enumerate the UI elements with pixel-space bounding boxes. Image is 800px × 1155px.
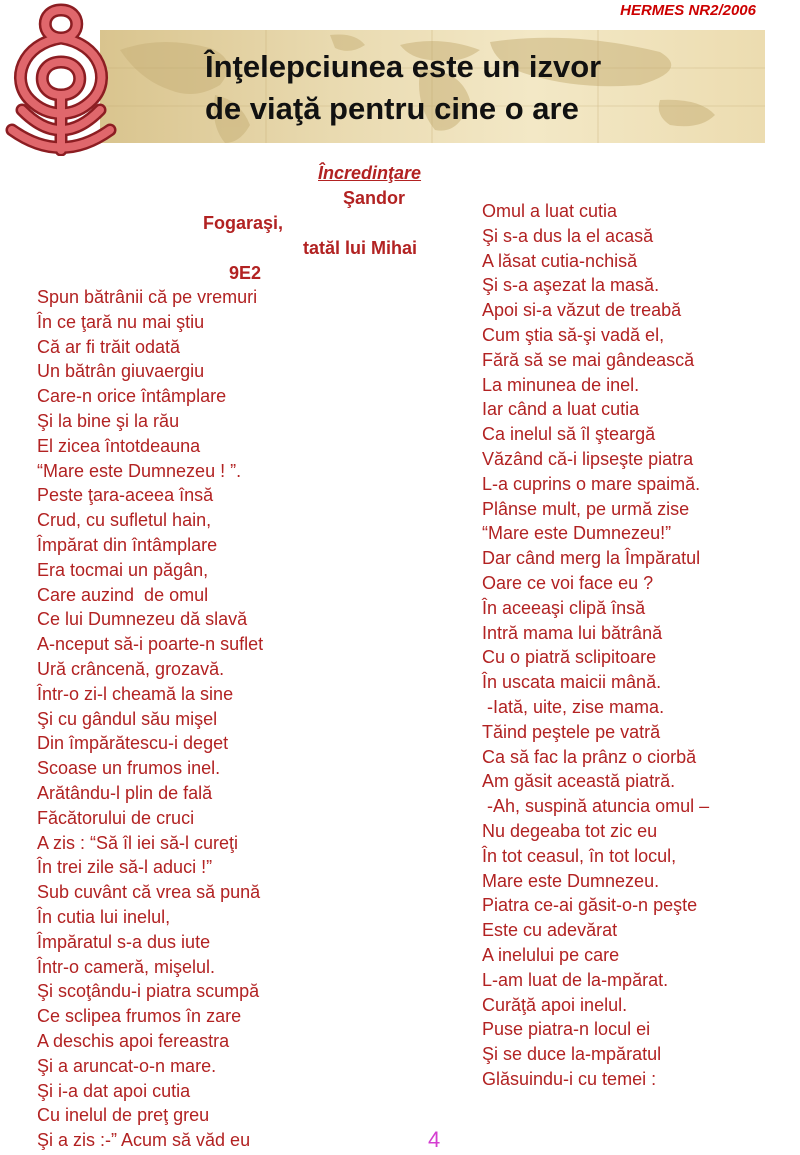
author-surname: Fogaraşi, [203,213,284,233]
poem-line: Sub cuvânt că vrea să pună [37,882,261,903]
poem-line: L-am luat de la-mpărat. [482,969,669,990]
poem-line: Într-o zi-l cheamă la sine [37,683,234,704]
poem-line: În aceeaşi clipă însă [482,597,646,618]
poem-line: Glăsuindu-i cu temei : [482,1068,657,1089]
poem-line: Care auzind de omul [37,584,209,605]
poem-line: În tot ceasul, în tot locul, [482,845,677,866]
poem-line: Era tocmai un păgân, [37,559,209,580]
poem-line: -Ah, suspină atuncia omul – [482,796,710,817]
poem-line: Cum ştia să-şi vadă el, [482,324,665,345]
page-number: 4 [428,1127,441,1152]
poem-line: “Mare este Dumnezeu!” [482,523,672,544]
author-note: tatăl lui Mihai [303,238,418,258]
poem-line: Şi s-a aşezat la masă. [482,275,660,296]
poem-line: În trei zile să-l aduci !” [37,857,213,878]
poem-line: Piatra ce-ai găsit-o-n peşte [482,895,698,916]
poem-line: Dar când merg la Împăratul [482,548,701,569]
poem-title: Încredinţare [318,163,422,183]
poem-line: La minunea de inel. [482,374,640,395]
poem-line: L-a cuprins o mare spaimă. [482,473,701,494]
poem-line: Văzând că-i lipseşte piatra [482,448,694,469]
poem-line: Şi a zis :-” Acum să văd eu [37,1130,251,1151]
poem-line: Ce lui Dumnezeu dă slavă [37,609,248,630]
page-title [205,46,601,130]
author-name: Şandor [343,188,406,208]
poem-line: Arătându-l plin de fală [37,782,213,803]
poem-line: Un bătrân giuvaergiu [37,361,205,382]
journal-issue-label: HERMES NR2/2006 [620,2,756,19]
poem-line: În uscata maicii mână. [482,672,662,693]
poem-line: În cutia lui inelul, [37,906,171,927]
poem-line: Din împărătescu-i deget [37,733,229,754]
title-banner [100,30,765,143]
poem-line: Ca inelul să îl şteargă [482,424,656,445]
poem-line: Ce sclipea frumos în zare [37,1006,242,1027]
title-line-2: de viaţă pentru cine o are [205,91,579,126]
poem-line: Împăratul s-a dus iute [37,931,211,952]
poem-line: Scoase un frumos inel. [37,758,221,779]
poem-line: Oare ce voi face eu ? [482,572,654,593]
poem-line: Împărat din întâmplare [37,534,218,555]
poem-line: A deschis apoi fereastra [37,1030,230,1051]
poem-line: Iar când a luat cutia [482,399,640,420]
poem-line: Şi i-a dat apoi cutia [37,1080,191,1101]
poem-line: Curăţă apoi inelul. [482,994,628,1015]
poem-line: A-nceput să-i poarte-n suflet [37,634,264,655]
poem-line: El zicea întotdeauna [37,435,201,456]
poem-line: Că ar fi trăit odată [37,336,181,357]
poem-line: Apoi si-a văzut de treabă [482,300,682,321]
poem-line: Ca să fac la prânz o ciorbă [482,746,697,767]
author-class: 9E2 [229,263,262,283]
poem-line: Făcătorului de cruci [37,807,195,828]
poem-line: Am găsit această piatră. [482,771,676,792]
poem-line: A zis : “Să îl iei să-l cureţi [37,832,239,853]
poem-line: Într-o cameră, mişelul. [37,956,216,977]
poem-line: Intră mama lui bătrână [482,622,663,643]
poem-line: Care-n orice întâmplare [37,386,227,407]
title-line-1: Înţelepciunea este un izvor [205,49,602,84]
poem-line: -Iată, uite, zise mama. [482,696,665,717]
poem-line: Cu o piatră sclipitoare [482,647,657,668]
poem-line: Şi la bine şi la rău [37,410,180,431]
poem-line: Nu degeaba tot zic eu [482,820,658,841]
poem-line: A lăsat cutia-nchisă [482,250,638,271]
poem-line: Şi cu gândul său mişel [37,708,218,729]
poem-line: Este cu adevărat [482,920,618,941]
celtic-knot-logo-icon [2,0,120,156]
poem-line: Mare este Dumnezeu. [482,870,660,891]
poem-line: Peste ţara-aceea însă [37,485,214,506]
poem-line: Puse piatra-n locul ei [482,1019,651,1040]
poem-line: Cu inelul de preţ greu [37,1105,210,1126]
poem-line: Spun bătrânii că pe vremuri [37,287,258,307]
poem-line: Plânse mult, pe urmă zise [482,498,690,519]
poem-line: Tăind peştele pe vatră [482,721,661,742]
poem-line: Şi a aruncat-o-n mare. [37,1055,217,1076]
poem-line: Omul a luat cutia [482,201,618,221]
poem-line: Fără să se mai gândească [482,349,695,370]
poem-line: În ce ţară nu mai ştiu [37,311,205,332]
poem-line: A inelului pe care [482,944,620,965]
poem-left-column [37,285,263,1153]
poem-line: “Mare este Dumnezeu ! ”. [37,460,242,481]
poem-line: Şi se duce la-mpăratul [482,1044,662,1065]
poem-line: Şi scoţându-i piatra scumpă [37,981,260,1002]
poem-right-column [482,199,709,1092]
poem-line: Şi s-a dus la el acasă [482,225,654,246]
poem-line: Crud, cu sufletul hain, [37,510,212,531]
poem-line: Ură crâncenă, grozavă. [37,658,225,679]
